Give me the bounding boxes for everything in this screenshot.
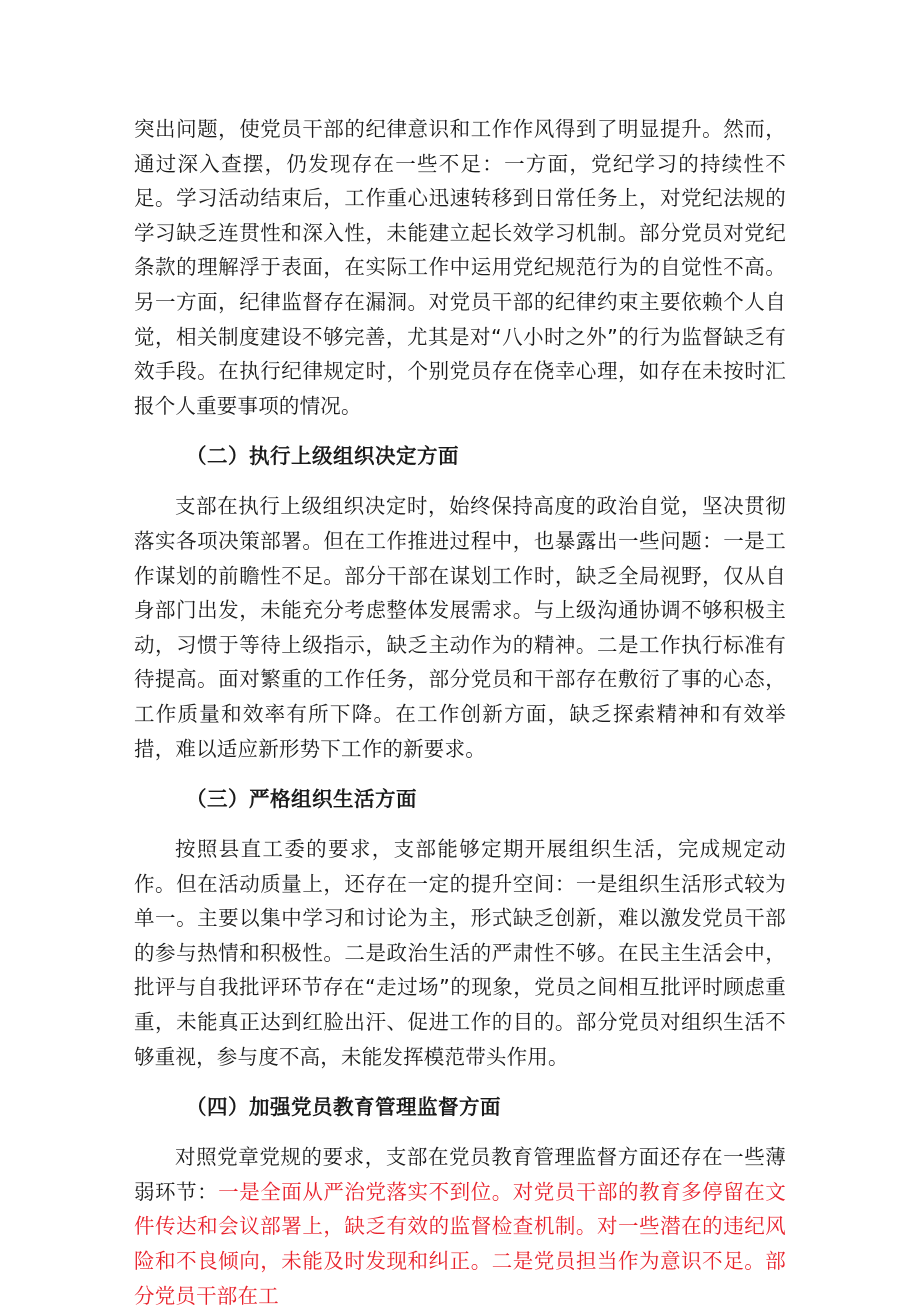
document-page bbox=[134, 112, 786, 1313]
intro-paragraph: 突出问题，使党员干部的纪律意识和工作作风得到了明显提升。然而，通过深入查摆，仍发现存在一些不足：一方面，党纪学习的持续性不足。学习活动结束后，工作重心迅速转移到日常任务上，对党纪法规的学习缺乏连贯性和深入性，未能建立起长效学习机制。部分党员对党纪条款的理解浮于表面，在实际工作中运用党纪规范行为的自觉性不高。另一方面，纪律监督存在漏洞。对党员干部的纪律约束主要依赖个人自觉，相关制度建设不够完善，尤其是对“八小时之外”的行为监督缺乏有效手段。在执行纪律规定时，个别党员存在侥幸心理，如存在未按时汇报个人重要事项的情况。 bbox=[134, 117, 786, 418]
section-paragraph-4-highlight: 一是全面从严治党落实不到位。对党员干部的教育多停留在文件传达和会议部署上，缺乏有效的监督检查机制。对一些潜在的违纪风险和不良倾向，未能及时发现和纠正。二是党员担当作为意识不足。部分党员干部在工 bbox=[134, 1179, 786, 1308]
section-heading-3: （三）严格组织生活方面 bbox=[186, 786, 417, 811]
section-paragraph-2: 支部在执行上级组织决定时，始终保持高度的政治自觉，坚决贯彻落实各项决策部署。但在工作推进过程中，也暴露出一些问题：一是工作谋划的前瞻性不足。部分干部在谋划工作时，缺乏全局视野，仅从自身部门出发，未能充分考虑整体发展需求。与上级沟通协调不够积极主动，习惯于等待上级指示，缺乏主动作为的精神。二是工作执行标准有待提高。面对繁重的工作任务，部分党员和干部存在敷衍了事的心态，工作质量和效率有所下降。在工作创新方面，缺乏探索精神和有效举措，难以适应新形势下工作的新要求。 bbox=[134, 494, 786, 761]
section-paragraph-4 bbox=[134, 1140, 786, 1313]
section-heading-4: （四）加强党员教育管理监督方面 bbox=[186, 1094, 501, 1119]
section-paragraph-4-text: 对照党章党规的要求，支部在党员教育管理监督方面还存在一些薄弱环节： bbox=[134, 1145, 786, 1204]
section-paragraph-3: 按照县直工委的要求，支部能够定期开展组织生活，完成规定动作。但在活动质量上，还存在一定的提升空间：一是组织生活形式较为单一。主要以集中学习和讨论为主，形式缺乏创新，难以激发党员干部的参与热情和积极性。二是政治生活的严肃性不够。在民主生活会中，批评与自我批评环节存在“走过场”的现象，党员之间相互批评时顾虑重重，未能真正达到红脸出汗、促进工作的目的。部分党员对组织生活不够重视，参与度不高，未能发挥模范带头作用。 bbox=[134, 837, 786, 1069]
section-heading-2: （二）执行上级组织决定方面 bbox=[186, 444, 459, 469]
